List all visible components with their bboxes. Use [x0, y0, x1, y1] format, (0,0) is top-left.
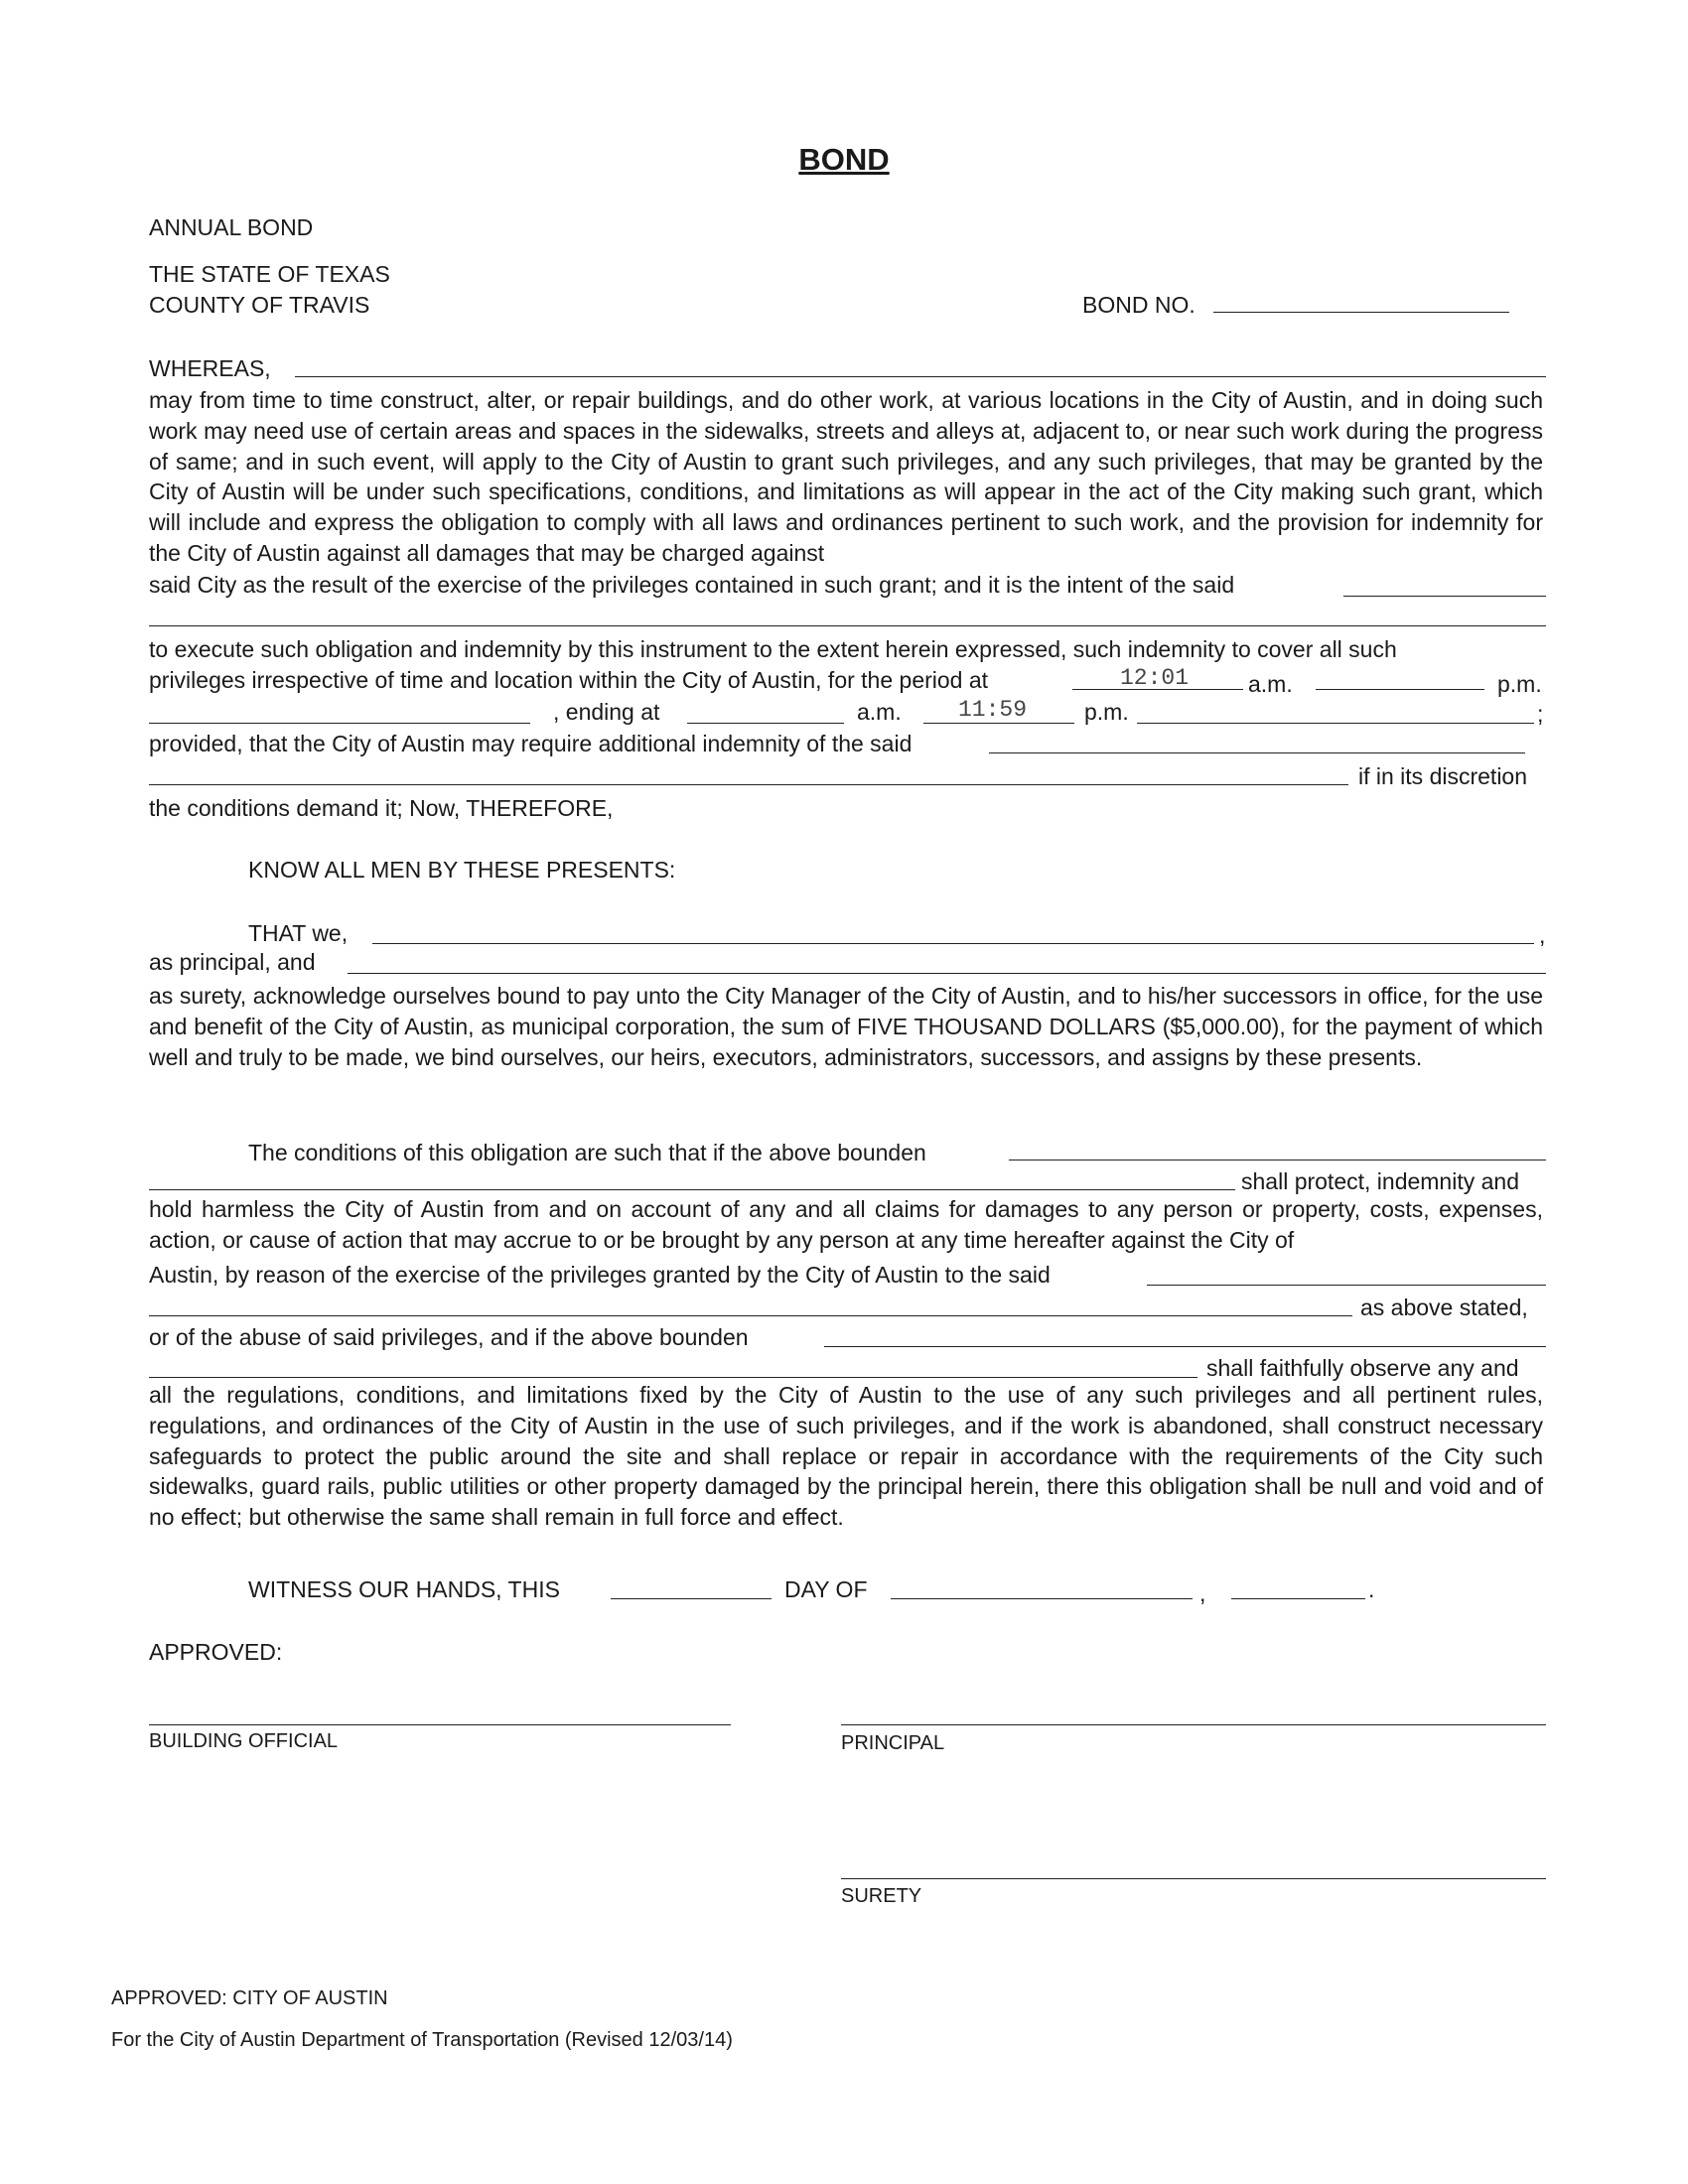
bounden-name-field-2[interactable]	[149, 1189, 1235, 1190]
start-date-field-2[interactable]	[149, 723, 530, 724]
footer-approved: APPROVED: CITY OF AUSTIN	[111, 1987, 388, 2009]
building-official-signature-line[interactable]	[149, 1724, 731, 1725]
witness-month-field[interactable]	[891, 1598, 1193, 1599]
abuse-text: or of the abuse of said privileges, and if the above bounden	[149, 1324, 749, 1350]
building-official-label: BUILDING OFFICIAL	[149, 1730, 339, 1752]
surety-name-field[interactable]	[348, 973, 1546, 974]
bond-no-label: BOND NO.	[1082, 292, 1196, 318]
approved-label: APPROVED:	[149, 1639, 283, 1665]
conditions-demand: the conditions demand it; Now, THEREFORE,	[149, 795, 614, 821]
shall-protect-text: shall protect, indemnity and	[1241, 1168, 1519, 1194]
privileges-grantee-field[interactable]	[1147, 1285, 1546, 1286]
whereas-paragraph-last: said City as the result of the exercise of the privileges contained in such grant; and it is the intent of the said	[149, 572, 1235, 598]
as-principal-label: as principal, and	[149, 949, 316, 975]
start-pm-label: p.m.	[1497, 671, 1542, 697]
start-am-label: a.m.	[1248, 671, 1293, 697]
surety-label: SURETY	[841, 1885, 922, 1907]
intent-name-field-2[interactable]	[149, 625, 1546, 626]
document-title: BOND	[798, 142, 890, 177]
end-time-value: 11:59	[958, 697, 1028, 723]
provided-text: provided, that the City of Austin may require additional indemnity of the said	[149, 731, 913, 756]
privileges-grantee-field-2[interactable]	[149, 1315, 1352, 1316]
hold-harmless-last: Austin, by reason of the exercise of the privileges granted by the City of Austin to the said	[149, 1262, 1051, 1288]
witness-comma: ,	[1199, 1580, 1206, 1606]
hold-harmless-paragraph: hold harmless the City of Austin from and on account of any and all claims for damages to any person or property, costs, expenses, action, or cause of action that may accrue to or be brought by any person at any time hereafter against the City of	[149, 1196, 1543, 1253]
obligation-line-2: privileges irrespective of time and location within the City of Austin, for the period at	[149, 667, 989, 693]
footer-department: For the City of Austin Department of Transportation (Revised 12/03/14)	[111, 2029, 733, 2051]
county-label: COUNTY OF TRAVIS	[149, 292, 370, 318]
that-we-label: THAT we,	[248, 920, 349, 946]
bond-no-field[interactable]	[1213, 312, 1509, 313]
discretion-text: if in its discretion	[1358, 763, 1528, 789]
start-date-field[interactable]	[1316, 689, 1484, 690]
start-time-value: 12:01	[1120, 665, 1190, 691]
day-of-label: DAY OF	[784, 1576, 868, 1602]
end-date-field[interactable]	[687, 723, 844, 724]
end-time-field[interactable]	[923, 723, 1074, 724]
witness-period: .	[1368, 1576, 1375, 1602]
bounden-name-field-3[interactable]	[824, 1346, 1546, 1347]
surety-paragraph: as surety, acknowledge ourselves bound to pay unto the City Manager of the City of Austin, and to his/her successors in office, for the use and benefit of the City of Austin, as municipal corporation, the sum of FIVE THOUSAND DOLLARS ($5,000.00), for the payment of which well and truly to be made, we bind ourselves, our heirs, executors, administrators, successors, and assigns by these presents.	[149, 983, 1543, 1070]
principal-comma: ,	[1539, 922, 1546, 948]
obligation-line-1: to execute such obligation and indemnity by this instrument to the extent herein expressed, such indemnity to cover all such	[149, 636, 1397, 662]
semicolon: ;	[1537, 701, 1544, 727]
witness-label: WITNESS OUR HANDS, THIS	[248, 1576, 560, 1602]
know-all-men: KNOW ALL MEN BY THESE PRESENTS:	[248, 857, 676, 883]
whereas-name-field[interactable]	[295, 376, 1546, 377]
additional-indemnity-field[interactable]	[989, 752, 1525, 753]
witness-year-field[interactable]	[1231, 1598, 1365, 1599]
principal-label: PRINCIPAL	[841, 1732, 945, 1754]
intent-name-field[interactable]	[1343, 596, 1546, 597]
surety-signature-line[interactable]	[841, 1878, 1546, 1879]
whereas-paragraph: may from time to time construct, alter, or repair buildings, and do other work, at various locations in the City of Austin, and in doing such work may need use of certain areas and spaces in the sidewalks, streets and alleys at, adjacent to, or near such work during the progress of same; and in such event, will apply to the City of Austin to grant such privileges, and any such privileges, that may be granted by the City of Austin will be under such specifications, conditions, and limitations as will appear in the act of the City making such grant, which will include and express the obligation to comply with all laws and ordinances pertinent to such work, and the provision for indemnity for the City of Austin against all damages that may be charged against	[149, 387, 1543, 566]
regulations-paragraph: all the regulations, conditions, and limitations fixed by the City of Austin to the use of any such privileges and all pertinent rules, regulations, and ordinances of the City of Austin in the use of such privileges, and if the work is abandoned, shall construct necessary safeguards to protect the public around the site and shall replace or repair in accordance with the requirements of the City such sidewalks, guard rails, public utilities or other property damaged by the principal herein, there this obligation shall be null and void and of no effect; but otherwise the same shall remain in full force and effect.	[149, 1382, 1543, 1531]
witness-day-field[interactable]	[611, 1598, 772, 1599]
end-year-field[interactable]	[1137, 723, 1534, 724]
end-pm-label: p.m.	[1084, 699, 1129, 725]
whereas-label: WHEREAS,	[149, 355, 271, 381]
bond-type: ANNUAL BOND	[149, 214, 314, 240]
principal-signature-line[interactable]	[841, 1724, 1546, 1725]
ending-at-label: , ending at	[553, 699, 660, 725]
shall-observe-text: shall faithfully observe any and	[1206, 1355, 1519, 1381]
as-above-stated: as above stated,	[1360, 1295, 1528, 1320]
bounden-name-field-4[interactable]	[149, 1377, 1197, 1378]
state-label: THE STATE OF TEXAS	[149, 261, 390, 287]
conditions-intro: The conditions of this obligation are such that if the above bounden	[248, 1140, 926, 1165]
end-am-label: a.m.	[857, 699, 902, 725]
principal-name-field[interactable]	[372, 943, 1534, 944]
additional-indemnity-field-2[interactable]	[149, 784, 1348, 785]
